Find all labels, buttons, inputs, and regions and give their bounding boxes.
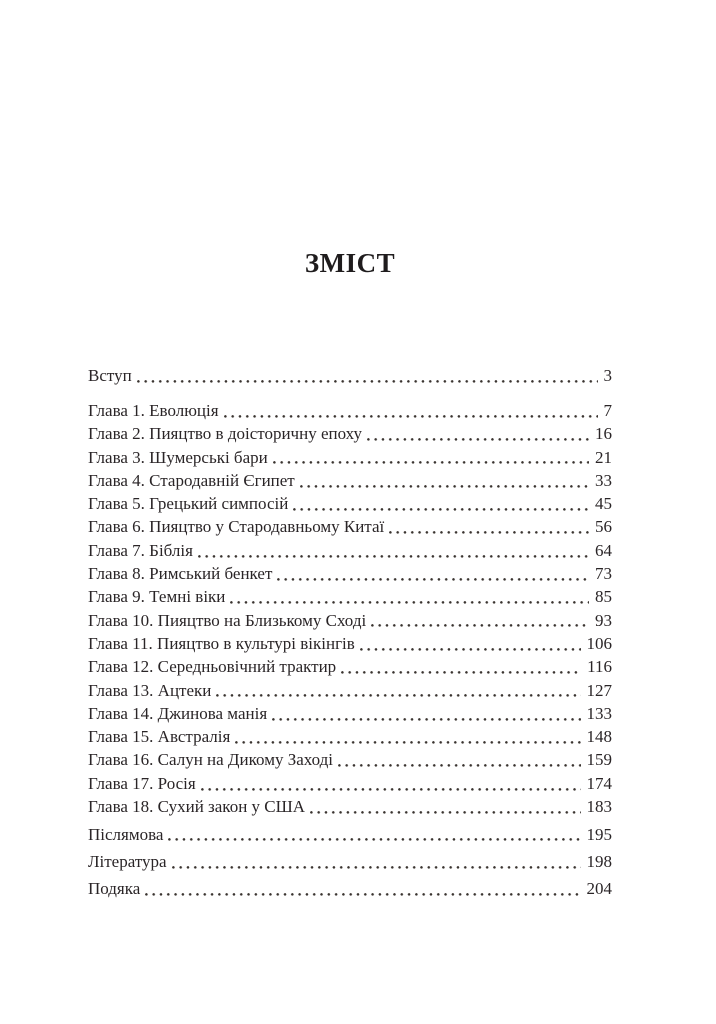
toc-entry-page: 3 (603, 366, 612, 385)
toc-entry (88, 725, 612, 748)
toc-entry-label: Глава 18. Сухий закон у США (88, 797, 306, 817)
toc-entry (88, 679, 612, 702)
dot-leader-line (293, 508, 589, 511)
dot-leader-line (201, 788, 581, 791)
toc-entry-page: 45 (595, 494, 612, 514)
toc-entry-label: Післямова (88, 824, 164, 844)
toc-entry (88, 492, 612, 515)
dot-leader-line (273, 461, 589, 464)
toc-entry-page: 85 (595, 587, 612, 607)
toc-entry-page: 21 (595, 447, 612, 467)
toc-entry-page: 106 (586, 633, 612, 653)
toc-entry-label: Глава 1. Еволюція (88, 400, 219, 420)
toc-entry (88, 399, 612, 422)
toc-list (88, 364, 612, 901)
toc-entry-page: 159 (586, 750, 612, 770)
toc-entry-page: 64 (595, 540, 612, 560)
toc-entry (88, 702, 612, 725)
dot-leader-line (172, 866, 581, 869)
dot-leader-line (216, 694, 580, 697)
toc-entry-page: 7 (603, 400, 612, 420)
toc-entry-page: 127 (586, 680, 612, 700)
toc-entry-label: Глава 6. Пияцтво у Стародавньому Китаї (88, 517, 385, 537)
toc-entry-page: 33 (595, 470, 612, 490)
page-title: ЗМІСТ (304, 248, 396, 278)
dot-leader-line (367, 438, 589, 441)
toc-entry-label: Глава 13. Ацтеки (88, 680, 212, 700)
toc-entry (88, 364, 612, 387)
toc-entry (88, 748, 612, 771)
toc-entry-label: Глава 15. Австралія (88, 727, 231, 747)
toc-entry (88, 469, 612, 492)
dot-leader-line (300, 485, 589, 488)
dot-leader-line (310, 811, 580, 814)
toc-entry-page: 198 (586, 852, 612, 871)
toc-entry-page: 183 (586, 797, 612, 817)
toc-entry (88, 655, 612, 678)
toc-entry (88, 823, 612, 846)
toc-entry (88, 632, 612, 655)
toc-entry-label: Глава 3. Шумерські бари (88, 447, 268, 467)
toc-entry-label: Вступ (88, 366, 132, 385)
dot-leader-line (389, 531, 589, 534)
dot-leader-line (230, 601, 589, 604)
dot-leader-line (371, 624, 589, 627)
toc-entry-page: 195 (586, 824, 612, 844)
toc-entry-page: 56 (595, 517, 612, 537)
toc-entry-label: Глава 17. Росія (88, 773, 196, 793)
toc-entry (88, 446, 612, 469)
toc-entry (88, 515, 612, 538)
dot-leader-line (168, 838, 580, 841)
dot-leader-line (360, 648, 581, 651)
dot-leader-line (137, 380, 598, 383)
dot-leader-line (338, 764, 580, 767)
toc-entry-page: 133 (586, 703, 612, 723)
toc-entry-label: Глава 16. Салун на Дикому Заході (88, 750, 334, 770)
toc-entry-label: Подяка (88, 879, 141, 899)
toc-entry (88, 562, 612, 585)
toc-entry-page: 148 (586, 727, 612, 747)
toc-entry (88, 539, 612, 562)
toc-entry-label: Глава 10. Пияцтво на Близькому Сході (88, 610, 367, 630)
toc-entry-page: 116 (587, 657, 612, 677)
toc-entry-label: Глава 4. Стародавній Єгипет (88, 470, 295, 490)
toc-entry (88, 585, 612, 608)
toc-entry-label: Глава 12. Середньовічний трактир (88, 657, 337, 677)
toc-entry-label: Глава 7. Біблія (88, 540, 193, 560)
dot-leader-line (277, 578, 589, 581)
dot-leader-line (224, 415, 598, 418)
toc-entry (88, 609, 612, 632)
toc-entry-page: 174 (586, 773, 612, 793)
toc-entry-page: 204 (586, 879, 612, 899)
toc-entry-label: Глава 9. Темні віки (88, 587, 226, 607)
toc-entry (88, 772, 612, 795)
toc-entry-page: 73 (595, 564, 612, 584)
toc-entry-label: Література (88, 852, 167, 871)
toc-entry (88, 850, 612, 873)
toc-entry (88, 795, 612, 818)
toc-entry-page: 16 (595, 424, 612, 444)
toc-entry-page: 93 (595, 610, 612, 630)
toc-entry-label: Глава 2. Пияцтво в доісторичну епоху (88, 424, 363, 444)
toc-entry-label: Глава 14. Джинова манія (88, 703, 268, 723)
dot-leader-line (198, 555, 589, 558)
toc-entry-label: Глава 5. Грецький симпосій (88, 494, 289, 514)
dot-leader-line (145, 893, 580, 896)
toc-entry (88, 422, 612, 445)
dot-leader-line (235, 741, 580, 744)
toc-entry (88, 877, 612, 900)
dot-leader-line (272, 718, 580, 721)
toc-entry-label: Глава 11. Пияцтво в культурі вікінгів (88, 633, 355, 653)
toc-entry-label: Глава 8. Римський бенкет (88, 564, 273, 584)
dot-leader-line (341, 671, 581, 674)
